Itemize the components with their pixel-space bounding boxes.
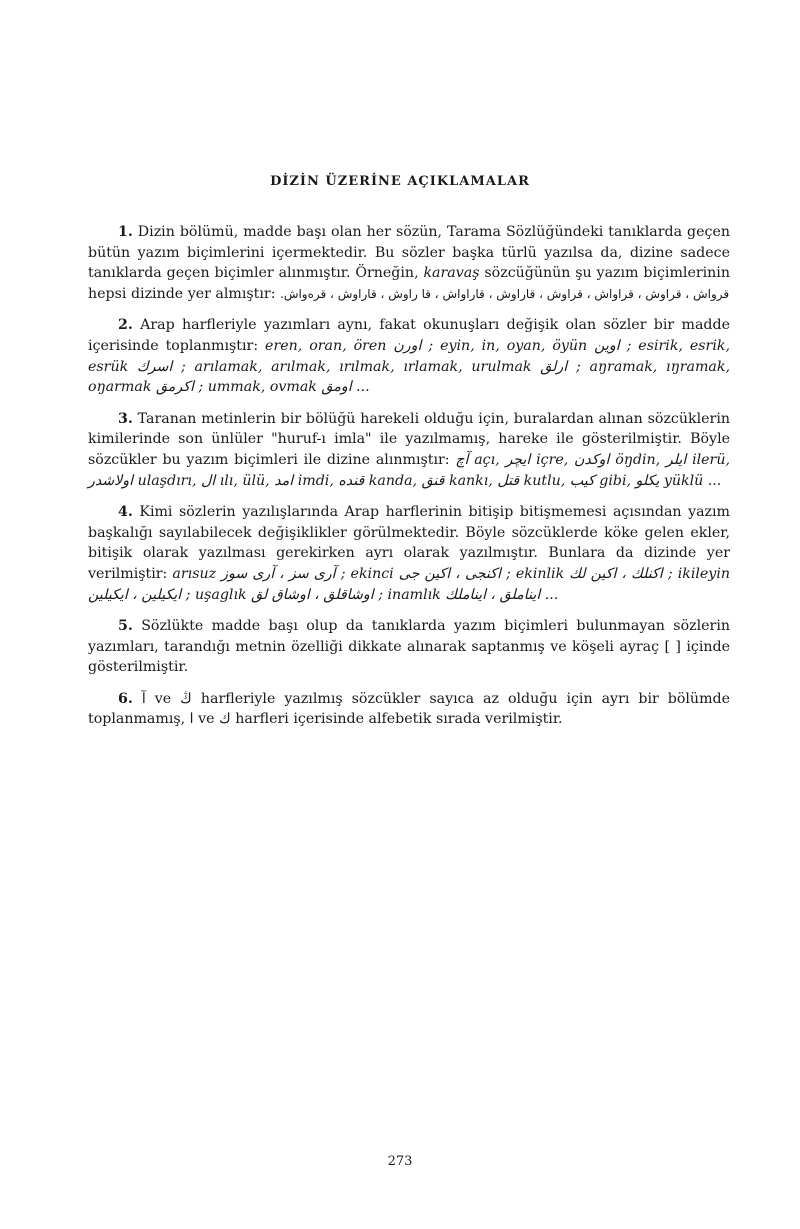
paragraph-text: Dizin bölümü, madde başı olan her sözün, Tarama Sözlüğündeki tanıklarda geçen bütün yazım biçimlerini içermektedir. Bu sözler başka türlü yazılsa da, dizine sadece tanıklarda geçen biçimler alınmıştır. Örneğin, [88,224,730,282]
arabic-script-examples: قرواش ، قراوش ، قراواش ، قراوش ، قاراوش ، قاراواش ، قا راوش ، قاراوش ، قرەواش. [280,286,730,301]
page-number: 273 [387,1154,413,1169]
paragraph-text: Sözlükte madde başı olup da tanıklarda yazım biçimleri bulunmayan sözlerin yazımları, tarandığı metnin özelliği dikkate alınarak saptanmış ve köşeli ayraç [ ] içinde gösterilmiştir. [88,618,730,676]
paragraph-6 [88,689,730,730]
paragraph-3 [88,409,730,491]
paragraph-2 [88,315,730,397]
paragraph-1 [88,222,730,304]
paragraph-text: Taranan metinlerin bir bölüğü harekeli olduğu için, buralardan alınan sözcüklerin kimilerinde son ünlüler "huruf-ı imla" ile yazılmamış, hareke ile gösterilmiştir. Böyle sözcükler bu yazım biçimleri ile dizine alınmıştır: [88,410,730,468]
paragraph-number: 2. [118,317,133,334]
paragraph-text: Arap harfleriyle yazımları aynı, fakat okunuşları değişik olan sözler bir madde içerisinde toplanmıştır: [88,317,730,354]
page-title: DİZİN ÜZERİNE AÇIKLAMALAR [270,174,530,189]
example-word: karavaş [423,265,480,282]
example-list: آچ açı, ايچر içre, اوكدن öŋdin, ايلر ilerü, اولاشدر ulaşdırı, ال ılı, ülü, امد imdi, قنده kanda, قنق kankı, قتل kutlu, كيب gibi, يكلو yüklü ... [88,451,730,489]
paragraph-4 [88,502,730,605]
paragraph-number: 4. [118,504,133,521]
paragraph-number: 1. [118,224,133,240]
paragraph-text-continued: sözcüğünün şu yazım biçimlerinin hepsi dizinde yer almıştır: [88,265,730,302]
paragraph-number: 3. [118,410,133,427]
example-list: arısuz آرى سز ، آرى سوز ; ekinci اكنجى ، اكين جى ; ekinlik اكنلك ، اكين لك ; ikileyin ايكيلين ، ايكيلين ; uşaglık اوشاقلق ، اوشاق لق ; inamlık ايناملق ، ايناملك ... [88,565,730,603]
paragraph-number: 6. [118,690,133,707]
example-list: eren, oran, ören اورن ; eyin, in, oyan, öyün اوين ; esirik, esrik, esrük اسرك ; arılamak, arılmak, ırılmak, ırlamak, urulmak ارلق ; aŋramak, ıŋramak, oŋarmak اكرمق ; ummak, ovmak اومق ... [88,337,730,396]
document-body [88,222,730,741]
paragraph-text: آ ve ڭ harfleriyle yazılmış sözcükler sayıca az olduğu için ayrı bir bölümde toplanmamış, ا ve ك harfleri içerisinde alfebetik sırada verilmiştir. [88,690,731,728]
paragraph-5 [88,616,730,678]
paragraph-text: Kimi sözlerin yazılışlarında Arap harflerinin bitişip bitişmemesi açısından yazım başkalığı sayılabilecek değişiklikler görülmektedir. Böyle sözcüklerde köke gelen ekler, bitişik olarak yazılması gerekirken ayrı olarak yazılmıştır. Bunlara da dizinde yer verilmiştir: [88,504,731,582]
paragraph-number: 5. [118,618,133,635]
